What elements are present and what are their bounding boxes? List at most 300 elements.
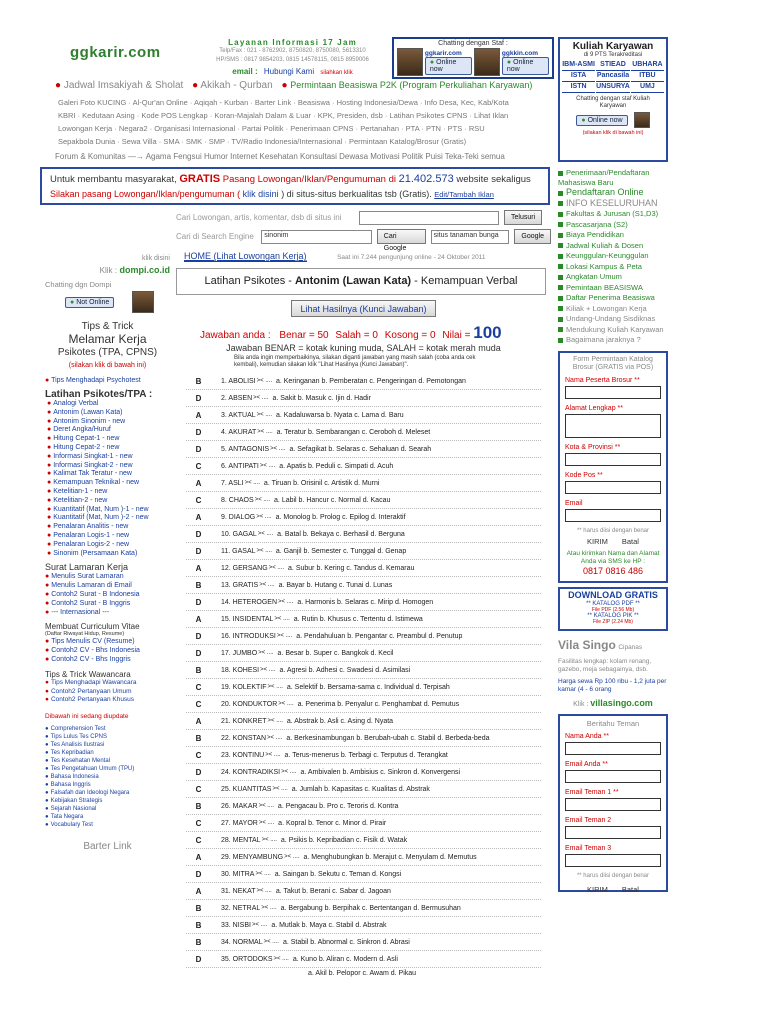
latihan-item-link[interactable]: Ketelitian-2 - new: [53, 496, 108, 504]
update-item-link[interactable]: Tes Kepribadian: [50, 749, 94, 756]
update-item-link[interactable]: Tes Kesehatan Mental: [50, 757, 110, 764]
answer-select[interactable]: C: [195, 784, 202, 794]
swap-icon: >< ....: [256, 412, 272, 418]
question-options: a. Keringanan b. Pemberatan c. Pengeringan d. Pemotongan: [275, 377, 466, 385]
latihan-item-link[interactable]: Kemampuan Teknikal - new: [53, 479, 140, 487]
form-field-input[interactable]: [565, 481, 661, 494]
surat-item-link[interactable]: Contoh2 Surat - B Indonesia: [51, 591, 140, 599]
question-word: 18. KOHESI: [221, 666, 260, 674]
cv-title: Membuat Curriculum Vitae: [45, 622, 140, 632]
friend-batal-button[interactable]: Batal: [621, 884, 639, 894]
form-field-input[interactable]: [565, 453, 661, 466]
question-options: a. Teratur b. Sembarangan c. Ceroboh d. Meleset: [276, 428, 431, 436]
wawancara-item-link[interactable]: Contoh2 Pertanyaan Khusus: [50, 696, 135, 704]
online-status-button-2[interactable]: ● Online now: [502, 57, 549, 75]
question-word: 8. CHAOS: [221, 496, 254, 504]
latihan-item-row: [47, 532, 170, 541]
question-options: a. Rutin b. Khusus c. Tertentu d. Istimewa: [293, 615, 423, 623]
right-link[interactable]: Keunggulan-Keunggulan: [566, 251, 649, 260]
right-link[interactable]: Jadwal Kuliah & Dosen: [566, 240, 644, 250]
question-row: [176, 543, 551, 559]
answer-select[interactable]: D: [195, 767, 202, 777]
question-word: 9. DIALOG: [221, 513, 256, 521]
right-link[interactable]: Lokasi Kampus & Peta: [566, 261, 642, 271]
right-link-row: [558, 293, 668, 303]
latihan-item-link[interactable]: Informasi Singkat-1 - new: [53, 452, 133, 460]
form-field-input[interactable]: [565, 414, 661, 438]
latihan-item-link[interactable]: Kuantitatif (Mat, Num )-2 - new: [53, 514, 149, 522]
link-row-4[interactable]: Sepakbola Dunia · Sewa Villa · SMA · SMK · SMP · TV/Radio Indonesia/Internasional · Permintaan Katalog/Brosur (Gratis): [58, 137, 467, 146]
dompi-link[interactable]: dompi.co.id: [119, 265, 170, 275]
bullet-icon: [558, 254, 563, 259]
answer-select[interactable]: D: [195, 393, 202, 403]
right-link[interactable]: Pascasarjana (S2): [566, 219, 628, 229]
katalog-zip-link[interactable]: ** KATALOG PIK **: [587, 612, 639, 619]
right-link[interactable]: Pemintaan BEASISWA: [566, 282, 643, 292]
latihan-item-link[interactable]: Antonim (Lawan Kata): [53, 408, 123, 416]
update-item-row: [45, 805, 170, 813]
update-item-link[interactable]: Tes Pengetahuan Umum (TPU): [50, 765, 135, 772]
nav-imsakiyah[interactable]: Jadwal Imsakiyah & Sholat: [63, 80, 184, 91]
campus-link[interactable]: UNSURYA: [596, 82, 630, 93]
kirim-button[interactable]: KIRIM: [587, 536, 608, 546]
salah-count: Salah = 0: [335, 330, 378, 341]
answer-select[interactable]: D: [195, 597, 202, 607]
campus-link[interactable]: ITBU: [631, 71, 664, 82]
surat-item-link[interactable]: Menulis Lamaran di Email: [51, 582, 132, 590]
latihan-item-link[interactable]: Kuantitatif (Mat, Num )-1 - new: [53, 505, 149, 513]
update-item-link[interactable]: Sejarah Nasional: [50, 805, 97, 812]
kosong-count: Kosong = 0: [384, 330, 436, 341]
bullet-icon: ●: [45, 696, 49, 704]
swap-icon: >< ....: [261, 905, 277, 911]
kuliah-online-button[interactable]: ● Online now: [576, 115, 627, 126]
update-item-link[interactable]: Kebijakan Strategis: [50, 797, 103, 804]
answer-select[interactable]: C: [195, 461, 202, 471]
answer-select[interactable]: B: [195, 376, 202, 386]
question-word: 25. KUANTITAS: [221, 785, 272, 793]
answer-select[interactable]: D: [195, 444, 202, 454]
question-options: a. Pengacau b. Pro c. Teroris d. Kontra: [277, 802, 399, 810]
form-field-input[interactable]: [565, 742, 661, 755]
right-link[interactable]: Daftar Penerima Beasiswa: [566, 293, 655, 302]
update-item-link[interactable]: Falsafah dan Ideologi Negara: [50, 789, 130, 796]
promo-text: Pasang Lowongan/Iklan/Pengumuman di: [222, 174, 396, 185]
search-button[interactable]: Telusuri: [504, 210, 542, 225]
answer-select[interactable]: B: [195, 580, 202, 590]
latihan-item-row: [47, 506, 170, 515]
answer-select[interactable]: C: [195, 495, 202, 505]
update-item-row: [45, 773, 170, 781]
kuliah-title: Kuliah Karyawan: [572, 41, 654, 52]
question-options: a. Menghubungkan b. Merajut c. Menyulam d. Memutus: [303, 853, 477, 861]
form-field-input[interactable]: [565, 509, 661, 522]
latihan-item-link[interactable]: Analogi Verbal: [53, 400, 99, 407]
question-options: a. Takut b. Berani c. Sabar d. Jagoan: [275, 887, 391, 895]
right-link-row: [558, 251, 668, 261]
question-options: a. Ambivalen b. Ambisius c. Sinkron d. Konvergensi: [300, 768, 461, 776]
latihan-item-row: [47, 479, 170, 488]
link-row-2[interactable]: KBRI · Kedutaan Asing · Kode POS Lengkap · Koran-Majalah Dalam & Luar · KPK, Presiden, dsb · Latihan Psikotes CPNS · Lihat Iklan: [58, 111, 509, 120]
bullet-icon: ●: [47, 417, 52, 425]
villa-title: Vila Singo: [558, 637, 616, 652]
google-input[interactable]: situs tanaman bunga: [431, 230, 510, 244]
question-row: [176, 662, 551, 678]
question-word: 13. GRATIS: [221, 581, 259, 589]
form-field-input[interactable]: [565, 854, 661, 867]
latihan-item-link[interactable]: Hitung Cepat-1 - new: [53, 435, 120, 443]
question-word: 2. ABSEN: [221, 394, 253, 402]
pdf-size: File PDF (2.56 Mb): [591, 606, 635, 613]
zip-size: File ZIP (2.24 Mb): [593, 618, 633, 625]
surat-item-link[interactable]: Menulis Surat Lamaran: [51, 573, 124, 581]
right-link[interactable]: Bagaimana jaraknya ?: [566, 335, 641, 344]
katalog-pdf-link[interactable]: ** KATALOG PDF **: [586, 600, 640, 607]
latihan-item-link[interactable]: Deret Angka/Huruf: [53, 426, 111, 434]
form-field-input[interactable]: [565, 770, 661, 783]
form-field-label: Email Teman 3: [565, 844, 612, 852]
link-row-3[interactable]: Lowongan Kerja · Negara2 · Organisasi Internasional · Partai Politik · Penerimaan CPNS · Pertanahan · PTA · PTN · PTS · RSU: [58, 124, 485, 133]
latihan-item-link[interactable]: Informasi Singkat-2 - new: [53, 461, 133, 469]
villa-price: Harga sewa Rp 100 ribu - 1,2 juta per kamar (4 - 6 orang: [558, 677, 667, 693]
site-search-input[interactable]: [359, 211, 499, 225]
google-button[interactable]: Google: [514, 229, 551, 244]
wawancara-item-row: [45, 679, 170, 688]
chat-user-1[interactable]: ggkarir.com: [424, 49, 462, 57]
form-field-label: Kode Pos **: [565, 471, 603, 479]
promo-text: Silakan pasang Lowongan/Iklan/pengumuman (: [50, 189, 241, 199]
latihan-item-link[interactable]: Kalimat Tak Teratur - new: [53, 470, 132, 478]
question-options: a. Monolog b. Prolog c. Epilog d. Interaktif: [275, 513, 406, 521]
answer-select[interactable]: C: [195, 750, 202, 760]
answer-select[interactable]: D: [195, 427, 202, 437]
update-item-row: [45, 789, 170, 797]
right-link-list: [558, 168, 668, 345]
right-link-row: [558, 199, 668, 209]
forum-nav[interactable]: Forum & Komunitas —→ Agama Fengsui Humor Internet Kesehatan Konsultasi Dewasa Motivasi Politik Puisi Teka-Teki semua: [55, 152, 505, 161]
question-row: [176, 424, 551, 440]
update-item-link[interactable]: Tes Analisis Ilustrasi: [50, 741, 105, 748]
campus-link[interactable]: UBHARA: [631, 60, 664, 71]
swap-icon: >< ....: [259, 463, 276, 469]
chat-user-2[interactable]: ggkkin.com: [501, 49, 539, 57]
surat-item-link[interactable]: Contoh2 Surat - B Inggris: [51, 600, 131, 608]
right-link[interactable]: Penerimaan/Pendaftaran Mahasiswa Baru: [558, 168, 650, 187]
question-word: 11. GASAL: [221, 547, 256, 555]
swap-icon: >< ....: [278, 599, 294, 605]
swap-icon: >< ....: [255, 871, 271, 877]
beritahu-form: [558, 714, 668, 892]
swap-icon: >< ....: [276, 633, 293, 639]
title-pre: Latihan Psikotes -: [204, 275, 295, 287]
question-options: a. Saingan b. Sekutu c. Teman d. Kongsi: [274, 870, 402, 878]
question-word: 1. ABOLISI: [221, 377, 256, 385]
update-item-row: [45, 813, 170, 821]
answer-select[interactable]: A: [195, 410, 202, 420]
nilai-label: Nilai =: [442, 330, 471, 341]
surat-item-link[interactable]: --- Internasional ---: [51, 609, 110, 617]
question-row: [176, 934, 551, 950]
staff-chat-box: [392, 37, 554, 79]
latihan-item-link[interactable]: Penalaran Logis-1 - new: [53, 531, 130, 539]
email-label: email :: [232, 67, 258, 76]
question-row: [176, 849, 551, 865]
question-row: [176, 475, 551, 491]
batal-button[interactable]: Batal: [621, 536, 639, 546]
form-field-label: Email: [565, 499, 583, 507]
right-link-row: [558, 230, 668, 240]
bullet-icon: ●: [45, 725, 49, 732]
answer-select[interactable]: A: [195, 886, 202, 896]
right-link[interactable]: Angkatan Umum: [566, 272, 622, 281]
latihan-item-row: [47, 400, 170, 409]
answer-select[interactable]: C: [195, 818, 202, 828]
question-row: [176, 832, 551, 848]
update-item-link[interactable]: Tata Negara: [50, 813, 84, 820]
latihan-item-row: [47, 426, 170, 435]
form-field-label: Email Teman 1 **: [565, 788, 619, 796]
question-options: a. Abstrak b. Asli c. Asing d. Nyata: [286, 717, 394, 725]
google-search-button[interactable]: Cari Google: [377, 229, 426, 244]
instruction-note: Bila anda ingin memperbaikinya, silakan diganti jawaban yang masih salah (coba anda cek kembali), kemudian silakan klik "Lihat Hasilnya (Kunci Jawaban)".: [234, 355, 476, 368]
question-options: a. Psikis b. Kepribadian c. Fisik d. Watak: [280, 836, 408, 844]
bullet-icon: ●: [281, 80, 288, 91]
right-link-row: [558, 220, 668, 230]
cv-item-row: [45, 646, 170, 655]
melamar-title: Melamar Kerja: [68, 332, 147, 346]
latihan-item-link[interactable]: Hitung Cepat-2 - new: [53, 443, 120, 451]
cv-item-link[interactable]: Contoh2 CV - Bhs Inggris: [51, 656, 131, 664]
villa-link[interactable]: villasingo.com: [590, 697, 653, 708]
surat-title: Surat Lamaran Kerja: [45, 562, 129, 573]
question-row: [176, 900, 551, 916]
campus-link[interactable]: UMJ: [631, 82, 664, 93]
site-logo[interactable]: ggkarir.com: [70, 44, 161, 61]
swap-icon: >< ....: [278, 701, 294, 707]
campus-link[interactable]: Pancasila: [596, 71, 630, 82]
info-phones: Telp/Fax : 021 - 8762902, 8750820, 8750080, 5613310: [219, 48, 366, 54]
form-field-label: Email Teman 2: [565, 816, 612, 824]
edit-ad-link[interactable]: Edit/Tambah Iklan: [434, 190, 494, 199]
swap-icon: >< ....: [260, 667, 276, 673]
bullet-icon: ●: [45, 765, 49, 772]
answer-select[interactable]: C: [195, 835, 202, 845]
promo-link[interactable]: klik disini: [242, 189, 279, 199]
question-row: [176, 764, 551, 780]
right-link[interactable]: Mendukung Kuliah Karyawan: [566, 324, 664, 334]
link-row-1[interactable]: Galeri Foto KUCING · Al-Qur'an Online · Aqiqah - Kurban · Barter Link · Beasiswa · Hosting Indonesia/Dewa · Info Desa, Kec, Kab/Kota: [58, 98, 509, 107]
question-options: a. Subur b. Kering c. Tandus d. Kemarau: [288, 564, 415, 572]
question-row: [176, 798, 551, 814]
right-link-row: [558, 314, 668, 324]
score-row: [200, 323, 551, 343]
latihan-item-link[interactable]: Antonim Sinonim - new: [53, 417, 126, 425]
promo-banner: [40, 167, 550, 205]
online-status-button-1[interactable]: ● Online now: [425, 57, 472, 75]
answer-select[interactable]: A: [195, 614, 202, 624]
wawancara-item-link[interactable]: Contoh2 Pertanyaan Umum: [50, 687, 132, 695]
question-word: 10. GAGAL: [221, 530, 257, 538]
swap-icon: >< ....: [284, 854, 300, 860]
latihan-item-row: [47, 435, 170, 444]
show-result-button[interactable]: Lihat Hasilnya (Kunci Jawaban): [291, 300, 435, 317]
question-word: 4. AKURAT: [221, 428, 257, 436]
engine-search-input[interactable]: sinonim: [261, 230, 372, 244]
bullet-icon: ●: [47, 443, 52, 451]
answer-select[interactable]: D: [195, 954, 202, 964]
villa-desc: Fasilitas lengkap: kolam renang, gazebo, meja sebagainya, dsb.: [558, 657, 652, 673]
question-options: a. Apatis b. Peduli c. Simpati d. Acuh: [279, 462, 394, 470]
latihan-item-link[interactable]: Sinonim (Persamaan Kata): [53, 549, 138, 557]
promo-text: website sekaligus: [456, 174, 531, 185]
barter-link[interactable]: Barter Link: [83, 840, 132, 852]
bullet-icon: ●: [45, 687, 49, 695]
tips-psikotes-link[interactable]: Tips Menghadapi Psychotest: [51, 377, 141, 384]
download-title: DOWNLOAD GRATIS: [568, 589, 658, 600]
answer-select[interactable]: D: [195, 648, 202, 658]
bullet-icon: [558, 222, 563, 227]
answer-select[interactable]: B: [195, 937, 202, 947]
update-item-row: [45, 741, 170, 749]
question-options: a. Selektif b. Bersama-sama c. Individual d. Terpisah: [286, 683, 450, 691]
update-item-link[interactable]: Bahasa Inggris: [50, 781, 91, 788]
cv-item-link[interactable]: Tips Menulis CV (Resume): [51, 638, 135, 646]
update-item-link[interactable]: Bahasa Indonesia: [50, 773, 99, 780]
latihan-item-row: [47, 514, 170, 523]
bullet-icon: [558, 243, 563, 248]
question-row: [176, 577, 551, 593]
swap-icon: >< ....: [273, 956, 289, 962]
campus-link[interactable]: ISTA: [562, 71, 595, 82]
right-link-row: [558, 304, 668, 314]
campus-link[interactable]: IBM-ASMI: [562, 60, 595, 71]
latihan-item-row: [47, 444, 170, 453]
home-link[interactable]: HOME (Lihat Lowongan Kerja): [184, 251, 307, 261]
right-link[interactable]: Undang-Undang Sisdiknas: [566, 314, 656, 323]
right-link-row: [558, 262, 668, 272]
bullet-icon: ●: [47, 487, 52, 495]
swap-icon: >< ....: [263, 939, 279, 945]
nav-akikah[interactable]: Akikah - Qurban: [200, 80, 273, 91]
form-field-input[interactable]: [565, 826, 661, 839]
question-options: a. Kadaluwarsa b. Nyata c. Lama d. Baru: [275, 411, 404, 419]
bullet-icon: [558, 264, 563, 269]
info-hp: HP/SMS : 0817 9854203, 0815 14578115, 0815 8959006: [216, 57, 369, 63]
update-item-link[interactable]: Tips Lulus Tes CPNS: [50, 733, 107, 740]
bullet-icon: ●: [45, 656, 50, 664]
right-link[interactable]: Kiliak + Lowongan Kerja: [566, 303, 647, 313]
bullet-icon: ●: [47, 461, 52, 469]
answer-select[interactable]: A: [195, 563, 202, 573]
email-link[interactable]: Hubungi Kami: [263, 67, 315, 76]
answer-select[interactable]: A: [195, 478, 202, 488]
answer-select[interactable]: A: [195, 512, 202, 522]
question-word: 12. GERSANG: [221, 564, 268, 572]
sms-note: Atau kirimkan Nama dan Alamat Anda via SMS ke HP :: [566, 549, 660, 565]
question-options: a. Bergabung b. Berpihak c. Bertentangan d. Bermusuhan: [280, 904, 461, 912]
search-engine-label: Cari di Search Engine: [176, 232, 254, 241]
not-online-button[interactable]: ● Not Online: [65, 297, 114, 308]
answer-select[interactable]: D: [195, 546, 202, 556]
question-options: a. Sefagikat b. Selaras c. Sehaluan d. Searah: [289, 445, 432, 453]
answer-select[interactable]: A: [195, 852, 202, 862]
answer-select[interactable]: D: [195, 631, 202, 641]
friend-kirim-button[interactable]: KIRIM: [587, 884, 608, 894]
page-title: [176, 268, 546, 295]
right-link[interactable]: Fakultas & Jurusan (S1,D3): [566, 209, 659, 218]
answer-select[interactable]: C: [195, 699, 202, 709]
right-link[interactable]: INFO KESELURUHAN: [566, 197, 658, 208]
bullet-icon: ●: [45, 591, 50, 599]
staff-avatar-1: [397, 48, 423, 76]
latihan-item-row: [47, 462, 170, 471]
latihan-item-link[interactable]: Penalaran Analitis - new: [53, 523, 129, 531]
question-options: a. Mutlak b. Maya c. Stabil d. Abstrak: [271, 921, 387, 929]
answer-select[interactable]: B: [195, 903, 202, 913]
swap-icon: >< ....: [251, 922, 268, 928]
required-note: ** harus diisi dengan benar: [576, 527, 650, 534]
question-row: [176, 373, 551, 389]
right-link[interactable]: Pendaftaran Online: [566, 187, 644, 197]
bullet-icon: ●: [45, 797, 49, 804]
update-item-link[interactable]: Vocabulary Test: [50, 821, 93, 828]
form-field-input[interactable]: [565, 798, 661, 811]
campus-link[interactable]: ISTN: [562, 82, 595, 93]
question-row: [176, 747, 551, 763]
latihan-title: Latihan Psikotes/TPA :: [45, 389, 153, 400]
form-field-input[interactable]: [565, 386, 661, 399]
bullet-icon: ●: [45, 773, 49, 780]
swap-icon: >< ....: [274, 616, 290, 622]
question-word: 29. MENYAMBUNG: [221, 853, 284, 861]
bullet-icon: ●: [47, 531, 52, 539]
search-area: [176, 208, 551, 252]
answer-select[interactable]: D: [195, 869, 202, 879]
bullet-icon: ●: [45, 600, 50, 608]
wawancara-list: [45, 679, 170, 705]
answer-select[interactable]: A: [195, 716, 202, 726]
right-link[interactable]: Biaya Pendidikan: [566, 230, 624, 239]
klik-note: (silakan klik di bawah ini): [68, 362, 147, 369]
question-word: 23. KONTINU: [221, 751, 265, 759]
campus-link[interactable]: STIEAD: [596, 60, 630, 71]
answer-select[interactable]: B: [195, 665, 202, 675]
answer-select[interactable]: B: [195, 801, 202, 811]
cv-item-link[interactable]: Contoh2 CV - Bhs Indonesia: [51, 647, 140, 655]
latihan-item-link[interactable]: Ketelitian-1 - new: [53, 487, 108, 495]
right-link-row: [558, 168, 668, 187]
latihan-item-row: [47, 409, 170, 418]
question-row: [176, 917, 551, 933]
latihan-item-link[interactable]: Penalaran Logis-2 - new: [53, 540, 130, 548]
question-options: a. Terus-menerus b. Terbagi c. Terputus d. Terangkat: [284, 751, 448, 759]
nav-beasiswa[interactable]: Permintaan Beasiswa P2K (Program Perkuliahan Karyawan): [290, 80, 533, 90]
update-item-row: [45, 765, 170, 773]
answer-select[interactable]: B: [195, 920, 202, 930]
answer-select[interactable]: D: [195, 529, 202, 539]
answer-select[interactable]: B: [195, 733, 202, 743]
bullet-icon: ●: [45, 638, 50, 646]
update-item-link[interactable]: Comprehension Test: [50, 725, 106, 732]
dompi-avatar: [132, 291, 154, 313]
question-row-partial: [176, 968, 551, 978]
question-word: 24. KONTRADIKSI: [221, 768, 281, 776]
latihan-item-row: [47, 488, 170, 497]
bullet-icon: ●: [45, 821, 49, 828]
wawancara-item-link[interactable]: Tips Menghadapi Wawancara: [50, 679, 137, 687]
answer-select[interactable]: C: [195, 682, 202, 692]
form-title: Form Permintaan Katalog Brosur (GRATIS via POS): [572, 355, 654, 371]
